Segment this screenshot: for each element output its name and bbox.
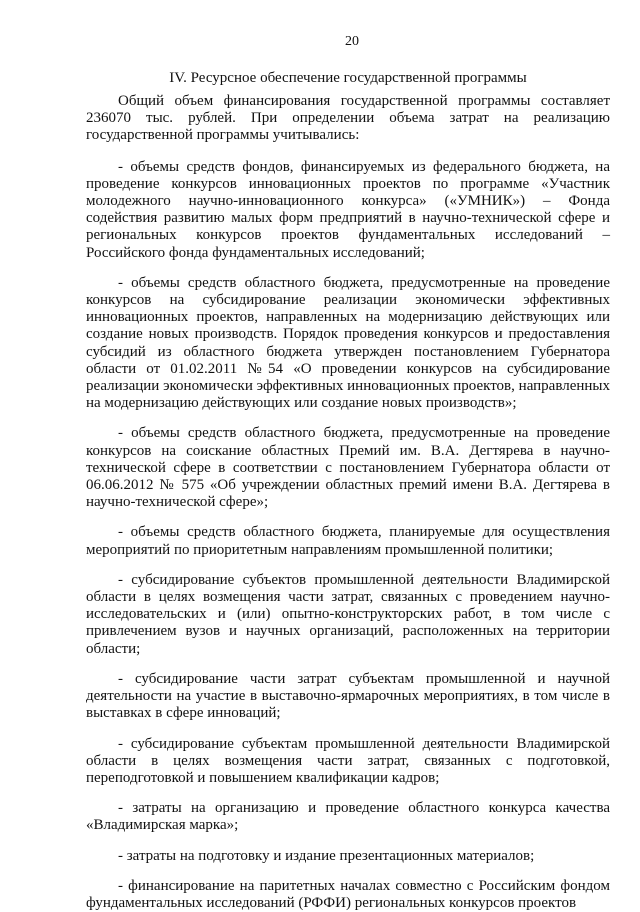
page-number: 20 — [345, 34, 359, 49]
paragraph-intro: Общий объем финансирования государственной программы составляет 236070 тыс. рублей. При определении объема затрат на реализацию государственной программы учитывались: — [86, 93, 610, 144]
paragraph-training-subsidy: - субсидирование субъектам промышленной деятельности Владимирской области в целях возмещения части затрат, связанных с подготовкой, переподготовкой и повышением квалификации кадров; — [86, 735, 610, 786]
paragraph-federal-funds: - объемы средств фондов, финансируемых из федерального бюджета, на проведение конкурсов инновационных проектов по программе «Участник молодежного научно-инновационного конкурса» («УМНИК») – Фонда содействия развитию малых форм предприятий в научно-технической сфере и региональных конкурсов проектов фундаментальных исследований – Российского фонда фундаментальных исследований; — [86, 158, 610, 261]
paragraph-quality-contest: - затраты на организацию и проведение областного конкурса качества «Владимирская марка»; — [86, 800, 610, 834]
paragraph-exhibition-subsidy: - субсидирование части затрат субъектам промышленной и научной деятельности на участие в выставочно-ярмарочных мероприятиях, в том числе в выставках в сфере инноваций; — [86, 670, 610, 722]
paragraph-degtyarev-prizes: - объемы средств областного бюджета, предусмотренные на проведение конкурсов на соискание областных Премий им. В.А. Дегтярева в научно-технической сфере в соответствии с постановлением Губернатора области от 06.06.2012 № 575 «Об учреждении областных премий имени В.А. Дегтярева в научно-технической сфере»; — [86, 425, 610, 511]
paragraph-rffi-financing: - финансирование на паритетных началах совместно с Российским фондом фундаментальных исследований (РФФИ) региональных конкурсов проектов — [86, 877, 610, 911]
section-title: IV. Ресурсное обеспечение государственной программы — [169, 70, 527, 86]
paragraph-presentation-materials: - затраты на подготовку и издание презентационных материалов; — [118, 847, 535, 864]
paragraph-industrial-policy: - объемы средств областного бюджета, планируемые для осуществления мероприятий по приоритетным направлениям промышленной политики; — [86, 524, 610, 558]
paragraph-regional-subsidy-contests: - объемы средств областного бюджета, предусмотренные на проведение конкурсов на субсидирование реализации экономически эффективных инновационных проектов, направленных на модернизацию действующих или создание новых производств. Порядок проведения конкурсов и предоставления субсидий из областного бюджета утвержден постановлением Губернатора области от 01.02.2011 №54 «О проведении конкурсов на субсидирование реализации экономически эффективных инновационных проектов, направленных на модернизацию действующих или создание новых производств»; — [86, 274, 610, 412]
paragraph-rnd-subsidy: - субсидирование субъектов промышленной деятельности Владимирской области в целях возмещения части затрат, связанных с проведением научно-исследовательских и (или) опытно-конструкторских работ, в том числе с привлечением вузов и научных организаций, расположенных на территории области; — [86, 571, 610, 657]
